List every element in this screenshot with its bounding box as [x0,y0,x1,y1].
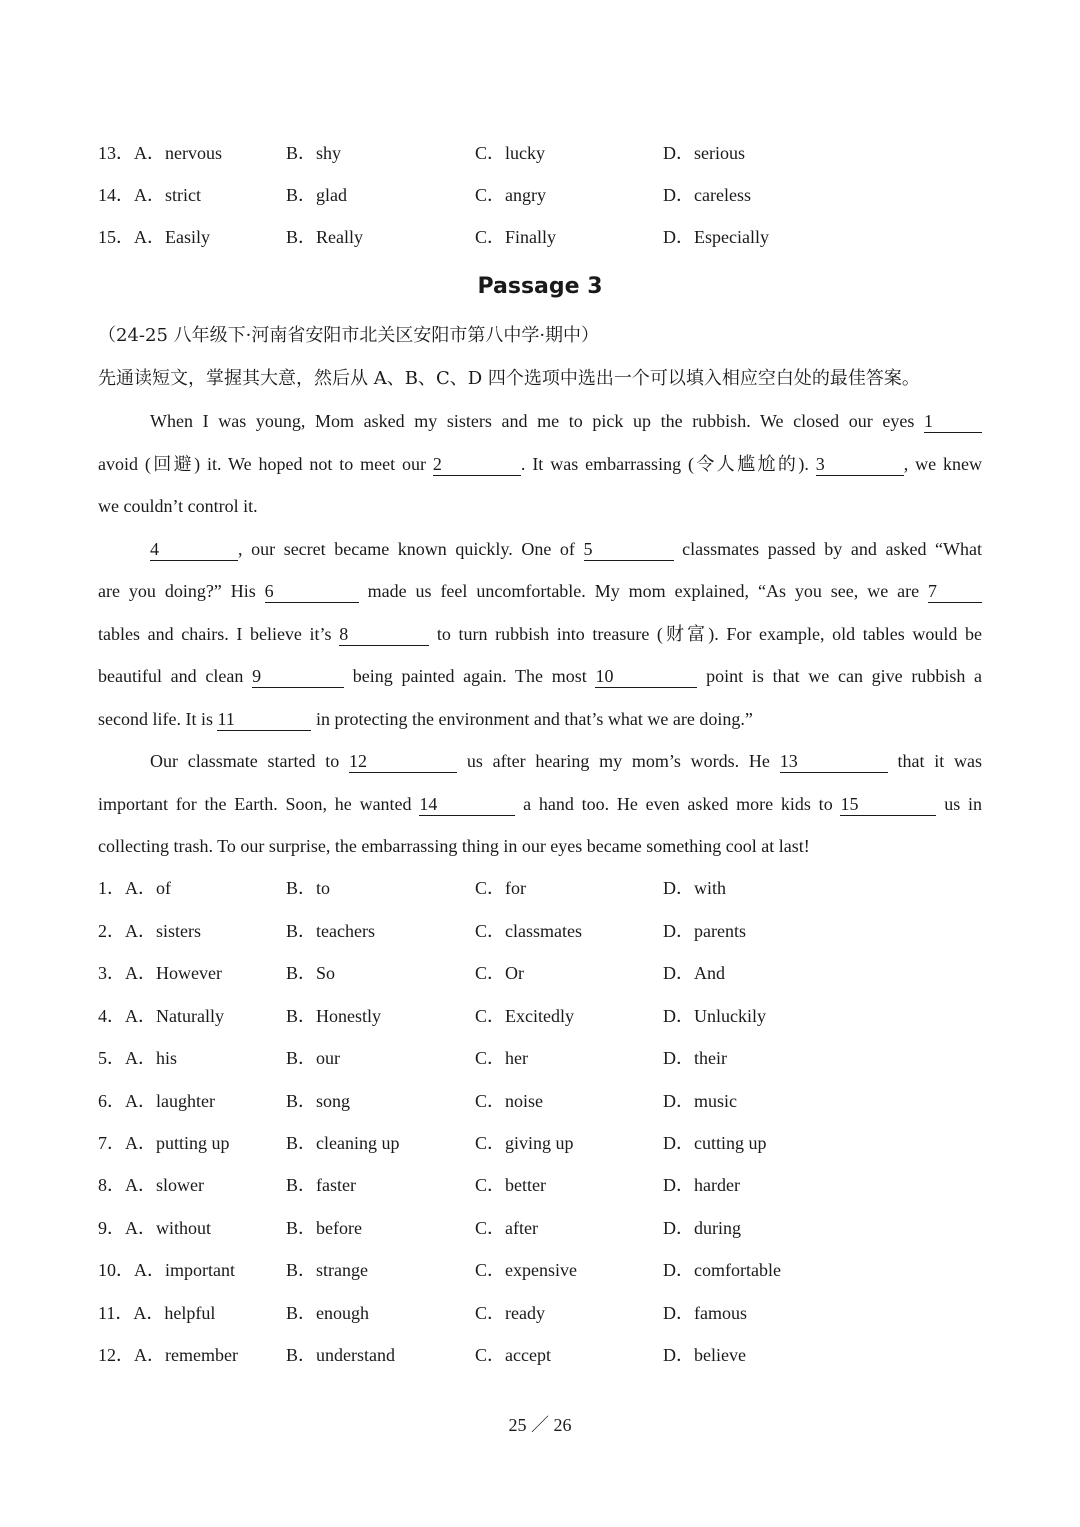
passage-title: Passage 3 [477,274,603,299]
option-d: D．serious [663,143,745,163]
blank-12: 12 [349,750,457,773]
option-b: B．our [286,1048,340,1068]
blank-6: 6 [265,580,359,603]
option-d: D．Unluckily [663,1006,766,1026]
option-b: B．song [286,1091,351,1111]
passage-line: avoid (回避) it. We hoped not to meet our 2 . It was embarrassing (令人尴尬的). 3 , we knew [98,454,982,474]
question-number: 15． [98,227,134,247]
option-d: D．with [663,878,726,898]
option-b: B．shy [286,143,342,163]
question-number: 11． [98,1303,134,1323]
option-d: D．famous [663,1303,747,1323]
question-number: 14． [98,185,134,205]
option-b: B．Honestly [286,1006,382,1026]
question-number: 3． [98,963,125,983]
option-d: D．cutting up [663,1133,767,1153]
option-a: A．important [134,1260,235,1280]
passage-line: are you doing?” His 6 made us feel uncomfortable. My mom explained, “As you see, we are 7 [98,576,982,606]
option-a: A．slower [125,1175,204,1195]
option-b: B．to [286,878,331,898]
blank-2: 2 [433,453,521,476]
option-a: A．However [125,963,222,983]
option-c: C．her [475,1048,528,1068]
option-c: C．accept [475,1345,551,1365]
option-b: B．So [286,963,336,983]
option-d: D．careless [663,185,751,205]
question-number: 8． [98,1175,125,1195]
option-a: A．laughter [125,1091,215,1111]
option-a: 15．A．Easily [98,227,210,247]
passage-line: Our classmate started to 12 us after hearing my mom’s words. He 13 that it was [150,751,982,771]
option-b: B．glad [286,185,347,205]
question-number: 4． [98,1006,125,1026]
question-number: 13． [98,143,134,163]
option-d: D．comfortable [663,1260,781,1280]
blank-14: 14 [419,793,515,816]
option-a: 14．A．strict [98,185,201,205]
blank-3: 3 [816,453,904,476]
option-c: C．lucky [475,143,545,163]
blank-8: 8 [339,623,429,646]
question-number: 1． [98,878,125,898]
option-b: B．cleaning up [286,1133,400,1153]
option-c: C．for [475,878,526,898]
passage-source: （24-25 八年级下·河南省安阳市北关区安阳市第八中学·期中） [98,325,600,346]
option-a: A．without [125,1218,212,1238]
blank-10: 10 [595,665,697,688]
option-d: D．Especially [663,227,769,247]
question-number: 10． [98,1260,134,1280]
option-d: D．harder [663,1175,740,1195]
option-a: 13．A．nervous [98,143,222,163]
option-c: C．ready [475,1303,545,1323]
passage-line: tables and chairs. I believe it’s 8 to turn rubbish into treasure (财富). For example, old tables would be [98,624,982,644]
passage-instruction: 先通读短文，掌握其大意，然后从 A、B、C、D 四个选项中选出一个可以填入相应空白处的最佳答案。 [98,368,920,389]
passage-line: second life. It is 11 in protecting the environment and that’s what we are doing.” [98,709,753,729]
option-d: D．during [663,1218,741,1238]
passage-line: beautiful and clean 9 being painted again. The most 10 point is that we can give rubbish a [98,666,982,686]
option-b: B．understand [286,1345,395,1365]
option-a: A．his [125,1048,178,1068]
option-a: A．putting up [125,1133,230,1153]
page-number: 25 ／ 26 [508,1415,572,1435]
passage-line: When I was young, Mom asked my sisters and me to pick up the rubbish. We closed our eyes 1 [150,406,982,436]
option-c: C．Or [475,963,524,983]
option-b: B．before [286,1218,362,1238]
option-b: B．Really [286,227,363,247]
option-c: C．better [475,1175,546,1195]
option-b: B．strange [286,1260,368,1280]
question-number: 6． [98,1091,125,1111]
option-c: C．noise [475,1091,544,1111]
blank-1: 1 [924,410,982,433]
blank-7: 7 [928,580,982,603]
option-d: D．parents [663,921,746,941]
option-c: C．giving up [475,1133,574,1153]
question-number: 7． [98,1133,125,1153]
option-d: D．And [663,963,725,983]
option-b: B．teachers [286,921,375,941]
passage-line: we couldn’t control it. [98,496,258,516]
passage-line: important for the Earth. Soon, he wanted 14 a hand too. He even asked more kids to 15 us in [98,794,982,814]
question-number: 5． [98,1048,125,1068]
blank-4: 4 [150,538,238,561]
passage-line: collecting trash. To our surprise, the embarrassing thing in our eyes became something cool at last! [98,836,810,856]
option-c: C．classmates [475,921,582,941]
option-a: A．sisters [125,921,201,941]
option-a: A．remember [134,1345,238,1365]
blank-15: 15 [840,793,936,816]
blank-9: 9 [252,665,344,688]
blank-5: 5 [584,538,674,561]
question-number: 2． [98,921,125,941]
question-number: 9． [98,1218,125,1238]
option-a: A．Naturally [125,1006,224,1026]
passage-line: 4 , our secret became known quickly. One of 5 classmates passed by and asked “What [150,539,982,559]
option-c: C．Excitedly [475,1006,574,1026]
option-d: D．their [663,1048,727,1068]
blank-13: 13 [780,750,888,773]
option-c: C．Finally [475,227,557,247]
option-b: B．faster [286,1175,356,1195]
option-d: D．believe [663,1345,746,1365]
option-a: A．of [125,878,171,898]
option-c: C．after [475,1218,538,1238]
option-b: B．enough [286,1303,369,1323]
option-d: D．music [663,1091,737,1111]
question-number: 12． [98,1345,134,1365]
blank-11: 11 [217,708,311,731]
option-c: C．angry [475,185,546,205]
option-c: C．expensive [475,1260,577,1280]
option-a: A．helpful [133,1303,216,1323]
